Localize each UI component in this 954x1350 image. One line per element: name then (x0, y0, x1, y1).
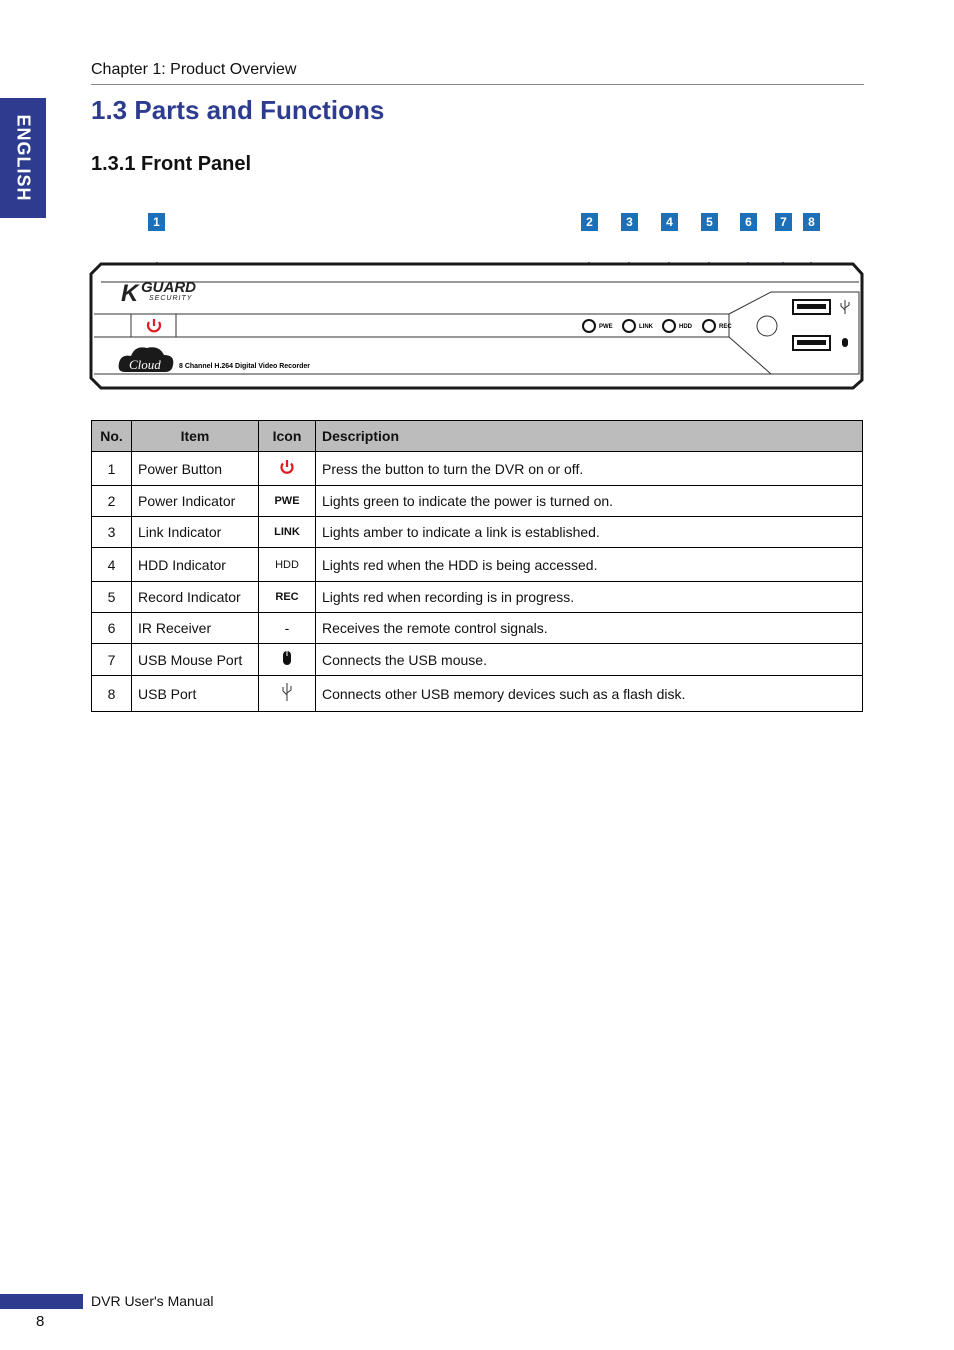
row-item: Link Indicator (132, 517, 259, 548)
row-item: USB Port (132, 676, 259, 712)
hdd-icon: HDD (259, 548, 316, 582)
pwe-led-label: PWE (599, 324, 613, 330)
brand-name: GUARD (141, 279, 196, 296)
footer-manual-title: DVR User's Manual (91, 1293, 214, 1309)
dvr-front-panel (89, 262, 865, 392)
callout-7: 7 (775, 213, 792, 231)
pwe-led (583, 320, 595, 332)
table-row (92, 548, 863, 582)
link-icon: LINK (259, 517, 316, 548)
row-no: 4 (92, 548, 132, 582)
table-row (92, 582, 863, 613)
pwe-icon: PWE (259, 486, 316, 517)
hdd-led (663, 320, 675, 332)
row-no: 8 (92, 676, 132, 712)
table-header-row (92, 421, 863, 452)
row-item: USB Mouse Port (132, 644, 259, 676)
footer-bar (0, 1294, 83, 1309)
callout-3: 3 (621, 213, 638, 231)
row-description: Press the button to turn the DVR on or off. (316, 452, 863, 486)
row-description: Receives the remote control signals. (316, 613, 863, 644)
header-item: Item (132, 421, 259, 452)
link-led (623, 320, 635, 332)
row-no: 5 (92, 582, 132, 613)
hdd-led-label: HDD (679, 324, 692, 330)
row-item: Record Indicator (132, 582, 259, 613)
mouse-icon (282, 650, 292, 666)
table-row (92, 613, 863, 644)
subsection-title: 1.3.1 Front Panel (91, 153, 252, 175)
row-item: Power Button (132, 452, 259, 486)
row-description: Lights red when recording is in progress. (316, 582, 863, 613)
usb-icon (281, 682, 293, 702)
header-no: No. (92, 421, 132, 452)
callout-4: 4 (661, 213, 678, 231)
row-description: Connects other USB memory devices such as a flash disk. (316, 676, 863, 712)
row-description: Lights red when the HDD is being accessed. (316, 548, 863, 582)
power-icon (279, 459, 295, 475)
table-row (92, 517, 863, 548)
rec-icon: REC (259, 582, 316, 613)
row-item: HDD Indicator (132, 548, 259, 582)
chapter-header: Chapter 1: Product Overview (91, 61, 297, 78)
header-description: Description (316, 421, 863, 452)
callout-6: 6 (740, 213, 757, 231)
row-no: 7 (92, 644, 132, 676)
callout-1: 1 (148, 213, 165, 231)
cloud-text: Cloud (129, 357, 161, 372)
language-tab (0, 98, 46, 218)
row-description: Connects the USB mouse. (316, 644, 863, 676)
rec-led-label: REC (719, 324, 732, 330)
parts-table (91, 420, 863, 712)
row-description: Lights amber to indicate a link is established. (316, 517, 863, 548)
rec-led (703, 320, 715, 332)
table-row (92, 644, 863, 676)
table-row (92, 676, 863, 712)
mouse-icon (842, 338, 848, 347)
table-row (92, 486, 863, 517)
row-no: 1 (92, 452, 132, 486)
section-title: 1.3 Parts and Functions (91, 95, 385, 125)
brand-k: K (121, 280, 139, 307)
row-no: 6 (92, 613, 132, 644)
brand-security: SECURITY (149, 295, 193, 302)
language-label: ENGLISH (13, 114, 34, 202)
model-text: 8 Channel H.264 Digital Video Recorder (179, 363, 310, 370)
callout-8: 8 (803, 213, 820, 231)
row-item: IR Receiver (132, 613, 259, 644)
row-no: 3 (92, 517, 132, 548)
row-description: Lights green to indicate the power is turned on. (316, 486, 863, 517)
callout-2: 2 (581, 213, 598, 231)
row-no: 2 (92, 486, 132, 517)
ir-receiver (757, 316, 777, 336)
page-number: 8 (36, 1313, 45, 1330)
header-icon: Icon (259, 421, 316, 452)
link-led-label: LINK (639, 324, 653, 330)
no-icon: - (259, 613, 316, 644)
callout-5: 5 (701, 213, 718, 231)
header-rule (91, 84, 864, 85)
row-item: Power Indicator (132, 486, 259, 517)
table-row (92, 452, 863, 486)
